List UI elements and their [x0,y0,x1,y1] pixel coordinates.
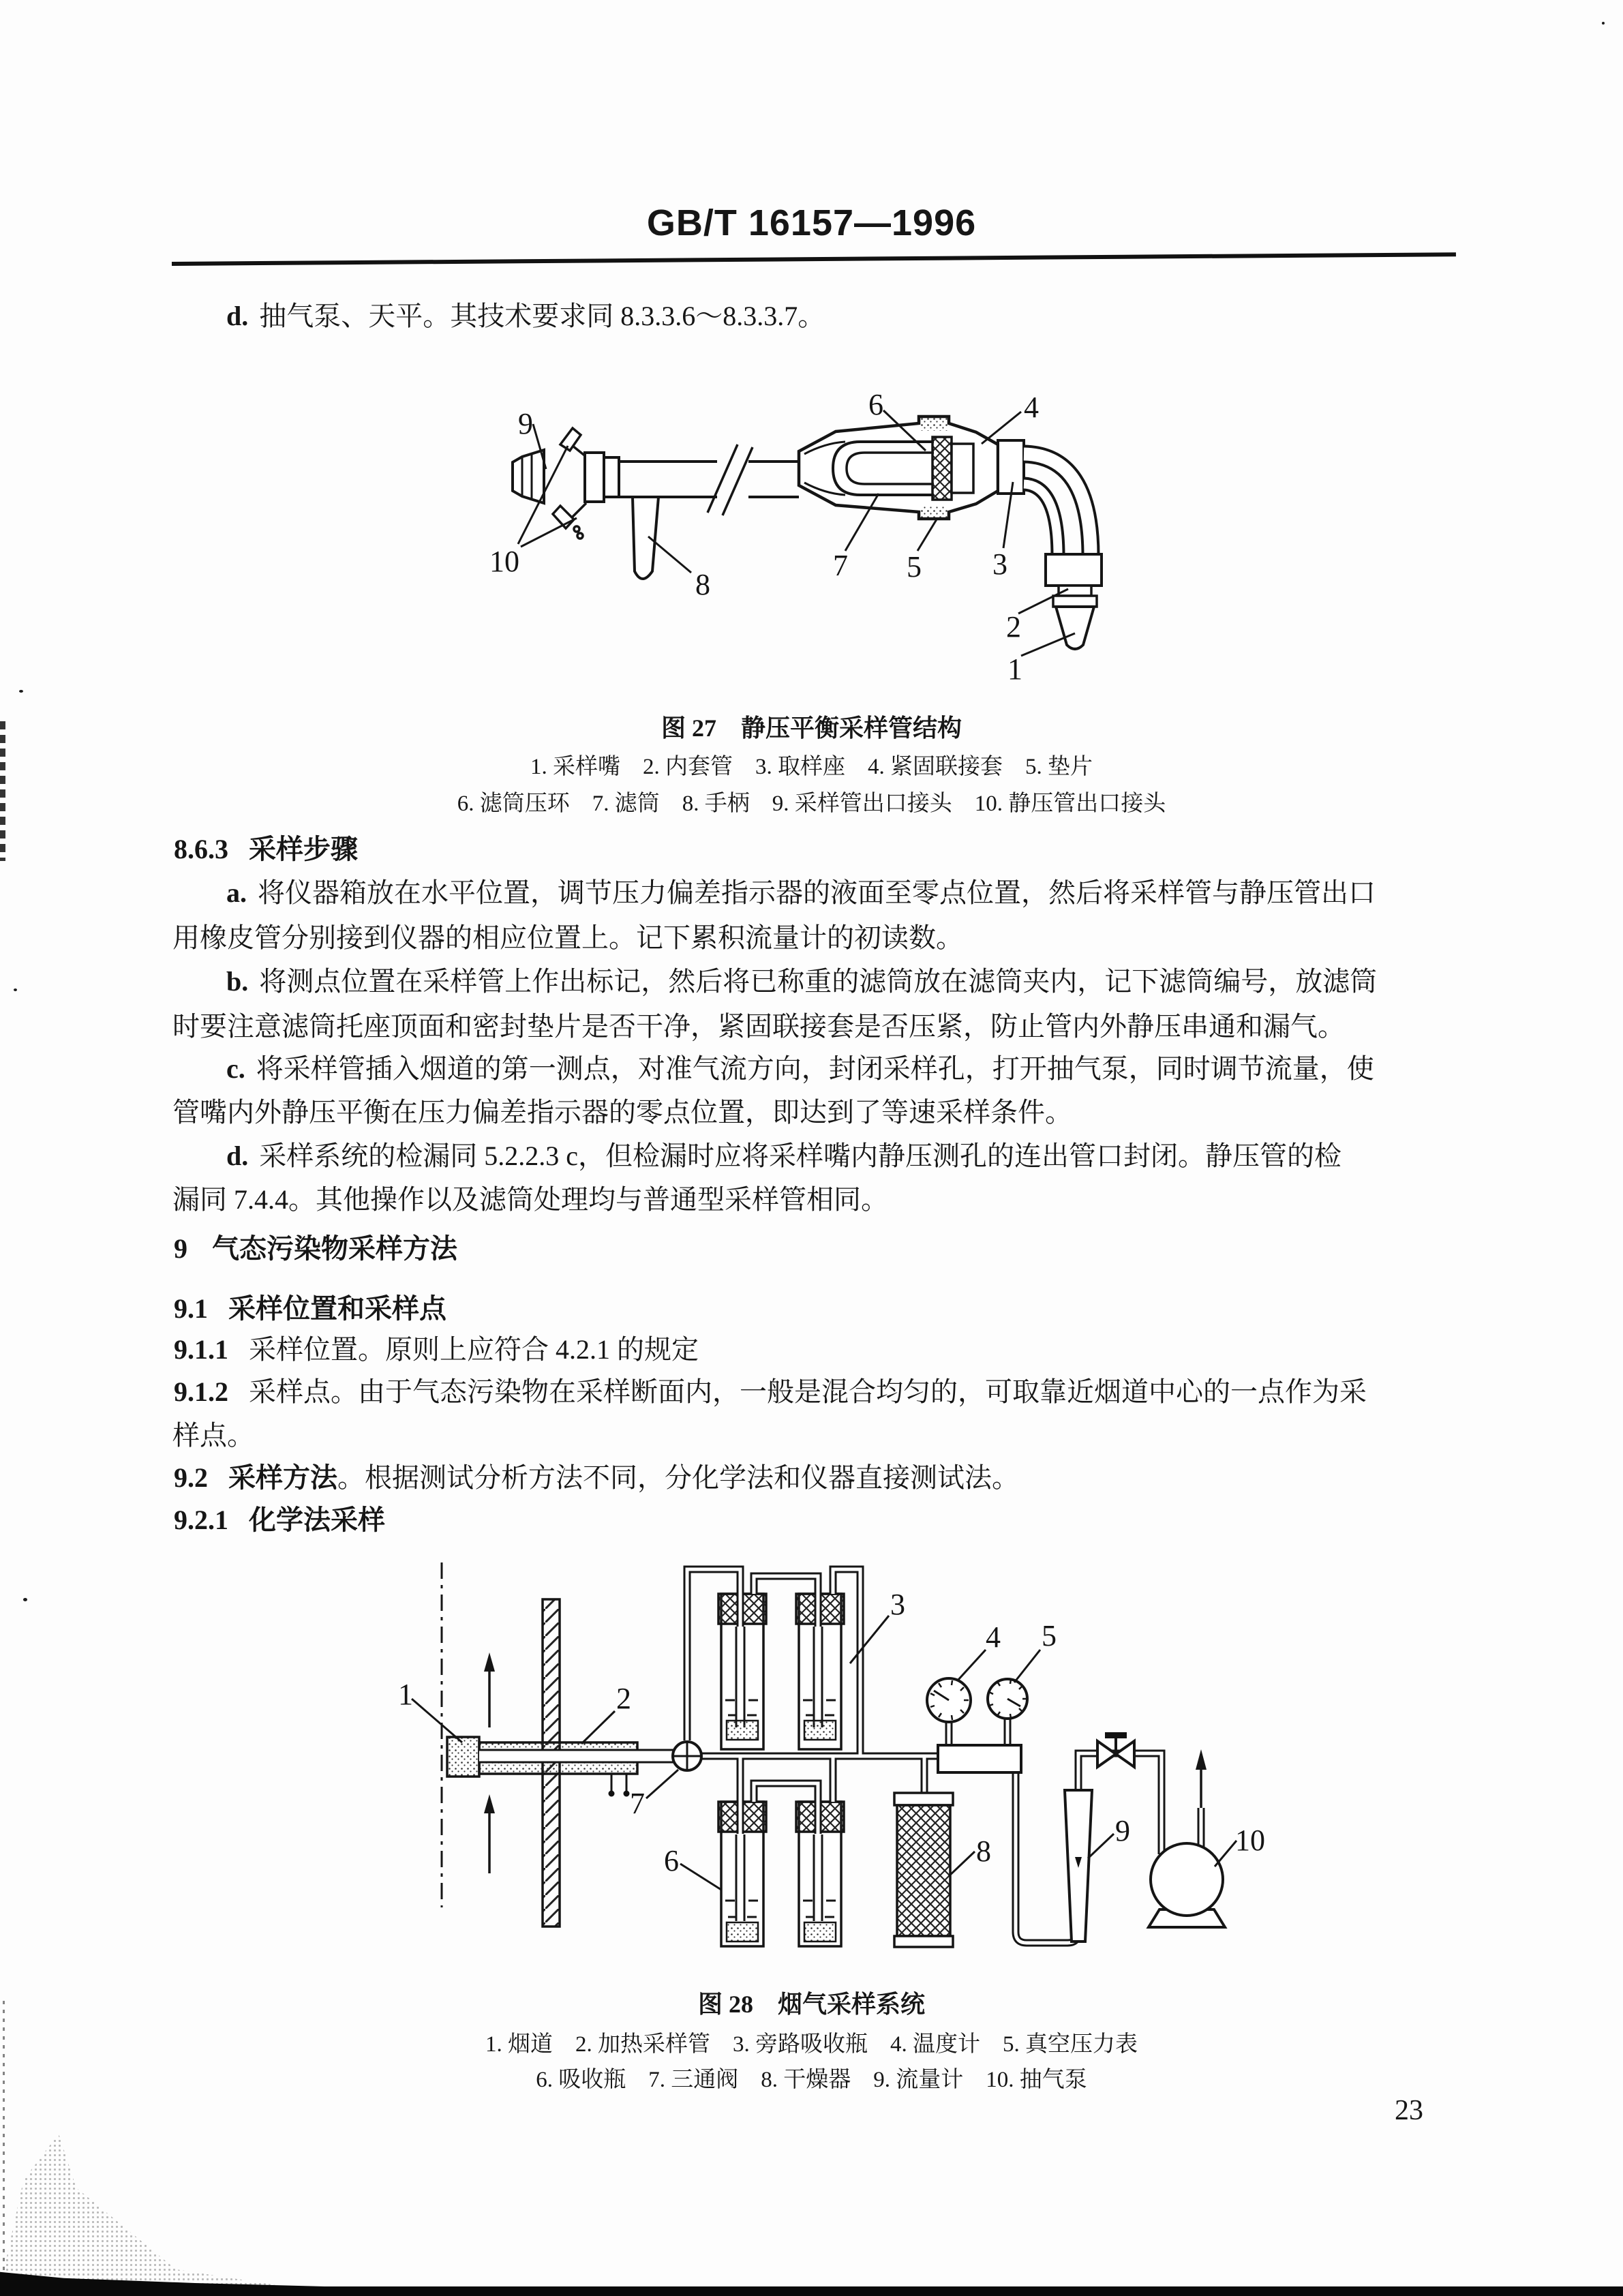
para-a-prefix: a. [226,877,247,908]
heading-8-6-3-num: 8.6.3 [174,834,228,864]
fig27-label-6: 6 [868,388,883,421]
heading-9-1-2-line-2: 样点。 [172,1420,254,1451]
scan-speck [1602,22,1605,25]
fig27-label-4: 4 [1024,391,1039,424]
para-c-line-2: 管嘴内外静压平衡在压力偏差指示器的零点位置，即达到了等速采样条件。 [172,1097,1072,1128]
heading-9-1-2-line-1 [174,1376,1367,1408]
heading-9-1-2-text: 采样点。由于气态污染物在采样断面内，一般是混合均匀的，可取靠近烟道中心的一点作为采 [249,1376,1367,1407]
fig28-label-2: 2 [616,1682,631,1715]
figure27-legend-1: 1. 采样嘴 2. 内套管 3. 取样座 4. 紧固联接套 5. 垫片 [530,755,1093,779]
fig28-label-4: 4 [986,1620,1001,1654]
heading-9-1 [174,1293,446,1325]
standard-code: GB/T 16157—1996 [646,202,977,243]
scan-speck [14,988,17,991]
para-d-line-2: 漏同 7.4.4。其他操作以及滤筒处理均与普通型采样管相同。 [172,1184,888,1215]
fig28-dryer [894,1793,953,1947]
fig28-label-7: 7 [630,1787,645,1820]
fig27-label-3: 3 [992,547,1007,581]
fig28-label-9: 9 [1115,1814,1130,1847]
fig27-handle [633,497,658,579]
fig28-label-6: 6 [664,1844,679,1877]
fig27-outlet-nozzle [513,450,544,503]
para-a-line-1 [226,877,1376,909]
figure-27-diagram [436,354,1213,695]
fig28-label-3: 3 [890,1588,905,1621]
figure27-caption: 图 27 静压平衡采样管结构 [661,714,962,742]
fig28-label-8: 8 [976,1834,991,1868]
heading-9-2-title: 采样方法 [228,1462,337,1493]
fig27-elbow-tubes [1024,454,1091,556]
heading-9-1-1-num: 9.1.1 [174,1334,228,1365]
fig27-label-5: 5 [907,550,922,584]
para-c-prefix: c. [226,1053,245,1084]
fig27-label-10: 10 [489,545,519,578]
heading-8-6-3-title: 采样步骤 [249,834,358,864]
fig27-label-7: 7 [833,549,848,582]
para-a-text: 将仪器箱放在水平位置，调节压力偏差指示器的液面至零点位置，然后将采样管与静压管出口 [258,877,1376,908]
item-d-line [226,300,825,333]
header-rule [172,252,1456,266]
heading-9-num: 9 [174,1233,187,1264]
para-c-line-1 [226,1053,1374,1085]
para-d-prefix: d. [226,1141,249,1171]
heading-9-1-2-num: 9.1.2 [174,1376,228,1407]
fig28-label-10: 10 [1235,1824,1265,1857]
para-d-line-1 [226,1140,1341,1173]
heading-9-1-1 [174,1333,699,1366]
heading-9-1-title: 采样位置和采样点 [228,1293,446,1324]
heading-9-2-1-num: 9.2.1 [174,1505,228,1535]
figure-28-diagram [382,1554,1350,1958]
heading-9-2-num: 9.2 [174,1462,208,1493]
para-b-line-2: 时要注意滤筒托座顶面和密封垫片是否干净，紧固联接套是否压紧，防止管内外静压串通和漏气。 [172,1011,1345,1042]
figure28-caption: 图 28 烟气采样系统 [697,1991,925,2018]
para-b-line-1 [226,965,1377,998]
heading-9-2-1 [174,1504,385,1537]
heading-9 [174,1233,457,1265]
heading-9-2 [174,1462,1019,1494]
heading-9-2-text: 。根据测试分析方法不同，分化学法和仪器直接测试法。 [337,1462,1019,1493]
heading-9-title: 气态污染物采样方法 [212,1233,457,1264]
heading-8-6-3 [174,833,358,866]
scan-speck [19,690,23,693]
fig28-needle-valve [1097,1732,1134,1767]
item-d-text: 抽气泵、天平。其技术要求同 8.3.3.6～8.3.3.7。 [259,301,825,331]
heading-9-1-1-text: 采样位置。原则上应符合 4.2.1 的规定 [249,1334,699,1365]
scan-speck [23,1598,27,1601]
scan-artifact-bottom-band [0,2286,1623,2296]
fig27-label-8: 8 [695,568,710,601]
fig28-flowmeter [1065,1790,1092,1942]
item-d-prefix: d. [226,301,249,331]
fig28-label-5: 5 [1042,1619,1057,1652]
figure28-legend-1: 1. 烟道 2. 加热采样管 3. 旁路吸收瓶 4. 温度计 5. 真空压力表 [485,2032,1138,2057]
page-number: 23 [1395,2095,1423,2126]
fig27-label-1: 1 [1007,652,1022,686]
scan-artifact-left-dots [3,2001,5,2294]
fig28-three-way-valve [673,1742,701,1770]
para-c-text: 将采样管插入烟道的第一测点，对准气流方向，封闭采样孔，打开抽气泵，同时调节流量，使 [256,1053,1374,1084]
fig27-collar [585,453,619,502]
fig27-label-9: 9 [518,407,533,440]
para-d-text: 采样系统的检漏同 5.2.2.3 c，但检漏时应将采样嘴内静压测孔的连出管口封闭。静压管的检 [259,1141,1342,1171]
fig27-sampling-head [799,417,1024,519]
heading-9-2-1-title: 化学法采样 [249,1505,385,1535]
para-b-text: 将测点位置在采样管上作出标记，然后将已称重的滤筒放在滤筒夹内，记下滤筒编号，放滤筒 [259,966,1378,997]
figure27-legend-2: 6. 滤筒压环 7. 滤筒 8. 手柄 9. 采样管出口接头 10. 静压管出口接头 [457,791,1166,816]
heading-9-1-num: 9.1 [174,1293,208,1324]
para-b-prefix: b. [226,966,249,997]
fig28-drawing [412,1562,1237,1947]
fig28-gauge-manifold [927,1678,1027,1772]
scan-artifact-left-dash [0,721,5,861]
para-a-line-2: 用橡皮管分别接到仪器的相应位置上。记下累积流量计的初读数。 [172,922,963,953]
fig28-label-1: 1 [398,1678,413,1711]
fig27-label-2: 2 [1006,610,1021,644]
figure28-legend-2: 6. 吸收瓶 7. 三通阀 8. 干燥器 9. 流量计 10. 抽气泵 [536,2068,1087,2092]
scan-artifact-stipple [0,2134,293,2288]
